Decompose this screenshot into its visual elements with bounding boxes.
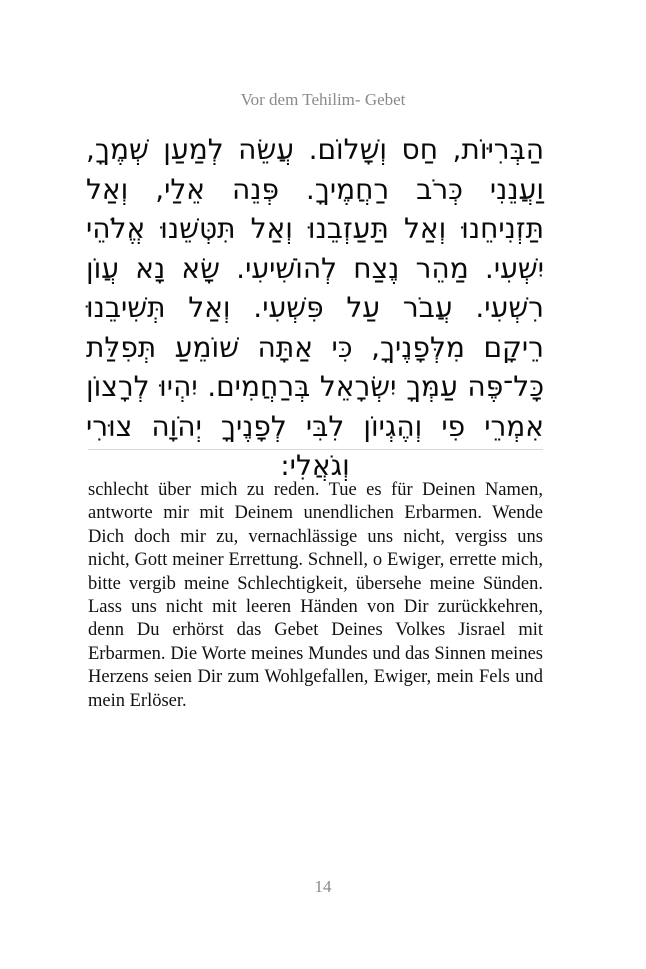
page-number: 14: [314, 877, 332, 896]
hebrew-prayer-text: הַבְּרִיּוֹת, חַס וְשָׁלוֹם. עֲשֵׂה לְמַעַן שְׁמֶךָ, וַעֲנֵנִי כְּרֹב רַחֲמֶיךָ. פְּנֵה אֵלַי, וְאַל תַּזְנִיחֵנוּ וְאַל תַּעַזְבֵנוּ וְאַל תִּטְּשֵׁנוּ אֱלֹהֵי יִשְׁעִי. מַהֵר נֶצַח לְהוֹשִׁיעִי. שָׂא נָא עֲוֹן רִשְׁעִי. עֲבֹר עַל פִּשְׁעִי. וְאַל תְּשִׁיבֵנוּ רֵיקָם מִלְּפָנֶיךָ, כִּי אַתָּה שׁוֹמֵעַ תְּפִלַּת כָּל־פֶּה עַמְּךָ יִשְׂרָאֵל בְּרַחֲמִים. יִהְיוּ לְרָצוֹן אִמְרֵי פִי וְהֶגְיוֹן לִבִּי לְפָנֶיךָ יְהֹוָה צוּרִי וְגֹאֲלִי:: [86, 133, 544, 482]
running-header: Vor dem Tehilim- Gebet: [240, 90, 406, 109]
german-translation-text: schlecht über mich zu reden. Tue es für Deinen Namen, antworte mir mit Deinem unendlichen Erbarmen. Wende Dich doch mir zu, vernachlässige uns nicht, vergiss uns nicht, Gott meiner Errettung. Schnell, o Ewiger, errette mich, bitte vergib meine Schlechtigkeit, übersehe meine Sünden. Lass uns nicht mit leeren Händen von Dir zurückkehren, denn Du erhörst das Gebet Deines Volkes Jisrael mit Erbarmen. Die Worte meines Mundes und das Sinnen meines Herzens seien Dir zum Wohlgefallen, Ewiger, mein Fels und mein Erlöser.: [88, 480, 543, 711]
section-divider: [88, 449, 543, 450]
